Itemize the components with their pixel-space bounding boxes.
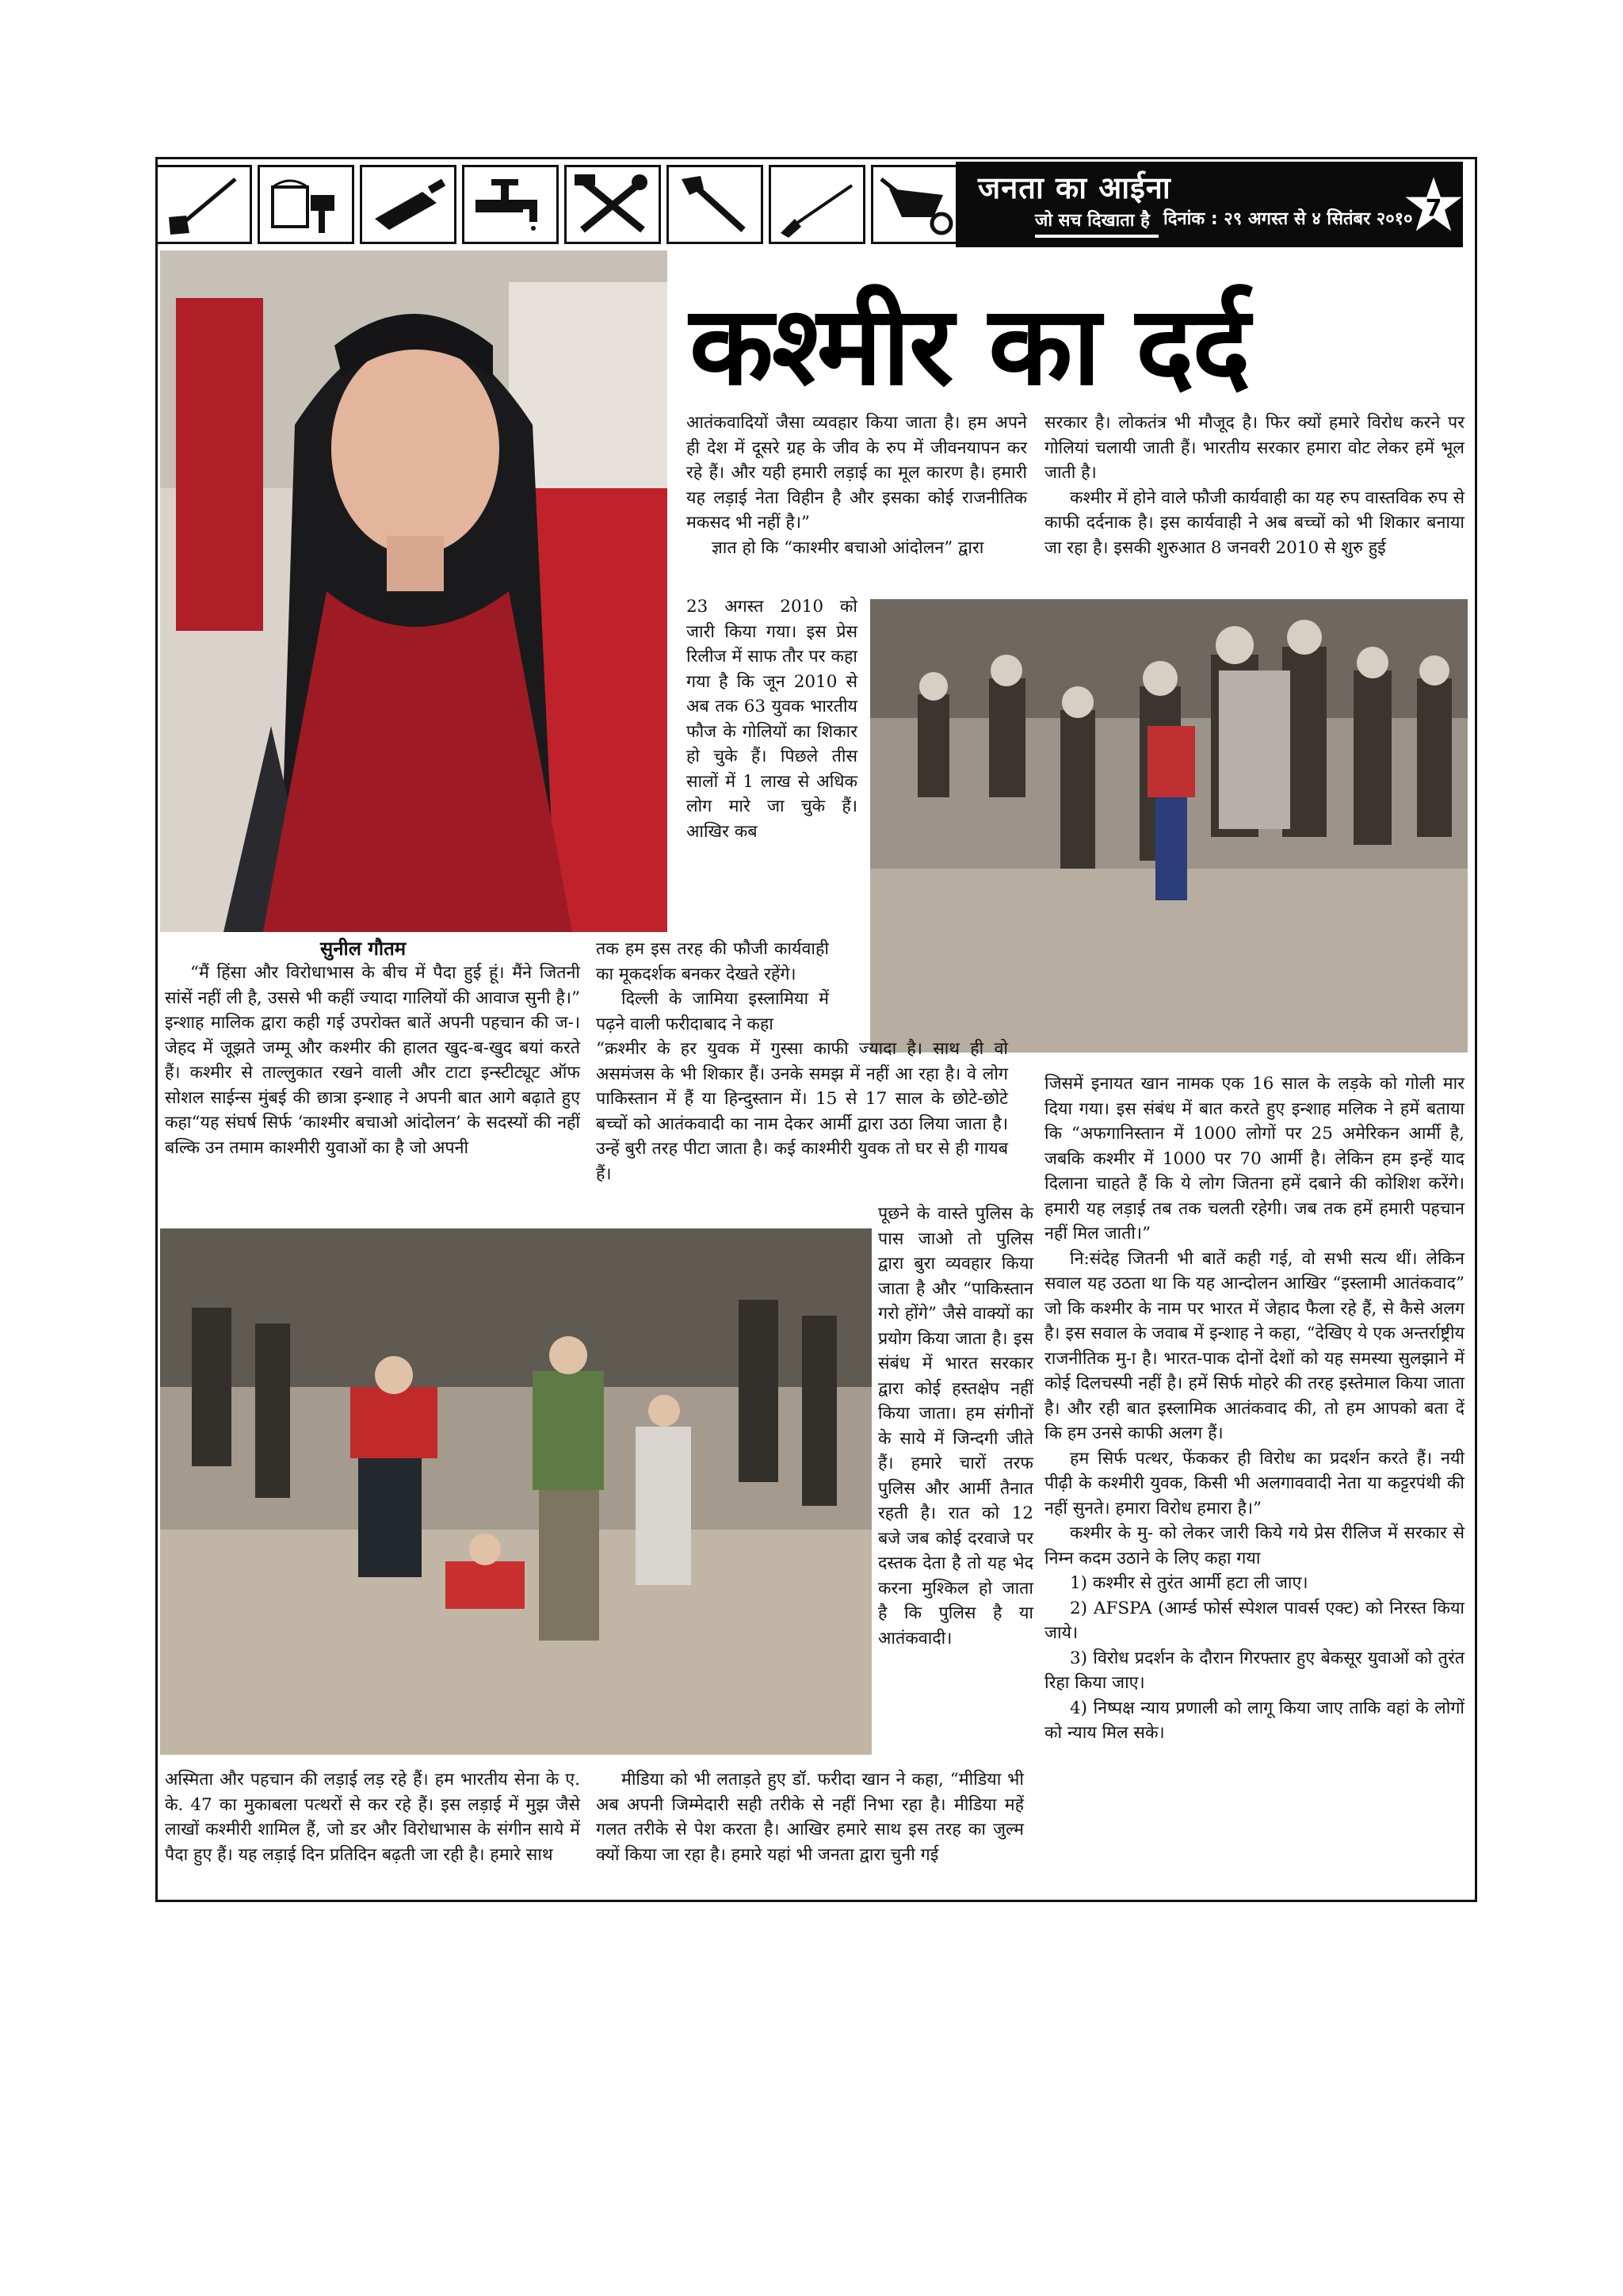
masthead-title: जनता का आईना [978,170,1171,205]
byline: सुनील गौतम [320,937,407,960]
page-number: 7 [1425,194,1442,222]
article-col2-wide [596,1037,1008,1186]
article-col2-bottom [596,1767,1024,1867]
demand-item: 2) AFSPA (आर्म्ड फोर्स स्पेशल पावर्स एक्ट) को निरस्त किया जाये। [1044,1598,1465,1643]
protesters-photo [160,1228,872,1755]
article-col2-wrap [686,594,857,844]
article-col1-bottom [165,1767,580,1867]
headline: कश्मीर का दर्द [689,282,1249,410]
demand-item: 4) निष्पक्ष न्याय प्रणाली को लागू किया जाए ताकि वहां के लोगों को न्याय मिल सके। [1044,1698,1465,1743]
portrait-photo [160,250,667,932]
masthead-tagline: जो सच दिखाता है [1035,211,1150,231]
article-col2-top [686,411,1027,560]
article-col3-top [1044,411,1465,560]
paragraph: “क्रश्मीर के हर युवक में गुस्सा काफी ज्यादा है। साथ ही वो असमंजस के भी शिकार हैं। उनके समझ में नहीं आ रहा है। वे लोग पाकिस्तान में हैं या हिन्दुस्तान में। 15 से 17 साल के छोटे-छोटे बच्चों को आतंकवादी का नाम देकर आर्मी द्वारा उठा लिया जाता है। उन्हें बुरी तरह पीटा जाता है। कई काश्मीरी युवक तो घर से ही गायब हैं। [596,1039,1008,1184]
paragraph: नि:संदेह जितनी भी बातें कही गई, वो सभी सत्य थीं। लेकिन सवाल यह उठता था कि यह आन्दोलन आखिर “इस्लामी आतंकवाद” जो कि कश्मीर के नाम पर भारत में जेहाद फैला रहे हैं, से कैसे अलग है। इस सवाल के जवाब में इन्शाह ने कहा, “देखिए ये एक अन्तर्राष्ट्रीय राजनीतिक मु-ा है। भारत-पाक दोनों देशों को यह समस्या सुलझाने में कोई दिलचस्पी नहीं है। हमें सिर्फ मोहरे की तरह इस्तेमाल किया जाता है। और रही बात इस्लामिक आतंकवाद की, तो हम आपको बता दें कि हम उनसे काफी अलग हैं। [1044,1248,1465,1443]
paragraph: दिल्ली के जामिया इस्लामिया में पढ़ने वाली फरीदाबाद ने कहा [596,989,829,1034]
article-col2-mid [596,937,829,1037]
paragraph: अस्मिता और पहचान की लड़ाई लड़ रहे हैं। हम भारतीय सेना के ए. के. 47 का मुकाबला पत्थरों से कर रहे हैं। इस लड़ाई में मुझ जैसे लाखों कश्मीरी शामिल हैं, जो डर और विरोधाभास के संगीन साये में पैदा हुए हैं। यह लड़ाई दिन प्रतिदिन बढ़ती जा रही है। हमारे साथ [165,1770,580,1865]
paragraph: जिसमें इनायत खान नामक एक 16 साल के लड़के को गोली मार दिया गया। इस संबंध में बात करते हुए इन्शाह मलिक ने हमें बताया कि “अफगानिस्तान में 1000 लोगों पर 25 अमेरिकन आर्मी है, जबकि कश्मीर में 1000 पर 70 आर्मी है। लेकिन हम इन्हें याद दिलाना चाहते हैं कि ये लोग जितना हमें दबाने की कोशिश करेंगे। हमारी यह लड़ाई तब तक चलती रहेगी। जब तक हमें हमारी पहचान नहीं मिल जाती।” [1044,1074,1465,1244]
issue-date: दिनांक : २९ अगस्त से ४ सितंबर २०१० [1163,209,1413,229]
demand-item: 3) विरोध प्रदर्शन के दौरान गिरफ्तार हुए बेकसूर युवाओं को तुरंत रिहा किया जाए। [1044,1648,1465,1693]
paragraph: कश्मीर के मु- को लेकर जारी किये गये प्रेस रीलिज में सरकार से निम्न कदम उठाने के लिए कहा गया [1044,1523,1465,1568]
paragraph: मीडिया को भी लताड़ते हुए डॉ. फरीदा खान ने कहा, “मीडिया भी अब अपनी जिम्मेदारी सही तरीके से नहीं निभा रहा है। मीडिया महें गलत तरीके से पेश करता है। आखिर हमारे साथ इस तरह का जुल्म क्यों किया जा रहा है। हमारे यहां भी जनता द्वारा चुनी गई [596,1770,1024,1865]
paragraph: आतंकवादियों जैसा व्यवहार किया जाता है। हम अपने ही देश में दूसरे ग्रह के जीव के रुप में जीवनयापन कर रहे हैं। और यही हमारी लड़ाई का मूल कारण है। हमारी यह लड़ाई नेता विहीन है और इसका कोई राजनीतिक मकसद भी नहीं है।” [686,413,1027,533]
demand-item: 1) कश्मीर से तुरंत आर्मी हटा ली जाए। [1070,1573,1308,1593]
article-col1-top [165,961,580,1160]
paragraph: हम सिर्फ पत्थर, फेंककर ही विरोध का प्रदर्शन करते हैं। नयी पीढ़ी के कश्मीरी युवक, किसी भी अलगाववादी नेता या कट्टरपंथी की नहीं सुनते। हमारा विरोध हमारा है।” [1044,1448,1465,1519]
paragraph: सरकार है। लोकतंत्र भी मौजूद है। फिर क्यों हमारे विरोध करने पर गोलियां चलायी जाती हैं। भारतीय सरकार हमारा वोट लेकर हमें भूल जाती है। [1044,413,1465,483]
paragraph: “मैं हिंसा और विरोधाभास के बीच में पैदा हुई हूं। मैंने जितनी सांसें नहीं ली है, उससे भी कहीं ज्यादा गालियों की आवाज सुनी है।” इन्शाह मालिक द्वारा कही गई उपरोक्त बातें अपनी पहचान की ज-। जेहद में जूझते जम्मू और कश्मीर की हालत खुद-ब-खुद बयां करते हैं। कश्मीर से ताल्लुकात रखने वाली और टाटा इन्स्टीट्यूट ऑफ सोशल साईन्स मुंबई की छात्रा इन्शाह ने अपनी बात आगे बढ़ाते हुए कहा“यह संघर्ष सिर्फ ‘काश्मीर बचाओ आंदोलन’ के सदस्यों की नहीं बल्कि उन तमाम काश्मीरी युवाओं का है जो अपनी [165,963,580,1158]
article-col2-narrow [878,1201,1033,1651]
paragraph: कश्मीर में होने वाले फौजी कार्यवाही का यह रुप वास्तविक रुप से काफी दर्दनाक है। इस कार्यवाही ने अब बच्चों को भी शिकार बनाया जा रहा है। इसकी शुरुआत 8 जनवरी 2010 से शुरु हुई [1044,487,1465,558]
article-col3-bottom [1044,1072,1465,1746]
paragraph: पूछने के वास्ते पुलिस के पास जाओ तो पुलिस द्वारा बुरा व्यवहार किया जाता है और “पाकिस्तान गरो होंगे” जैसे वाक्यों का प्रयोग किया जाता है। इस संबंध में भारत सरकार द्वारा कोई हस्तक्षेप नहीं किया जाता। हम संगीनों के साये में जिन्दगी जीते हैं। हमारे चारों तरफ पुलिस और आर्मी तैनात रहती है। रात को 12 बजे जब कोई दरवाजे पर दस्तक देता है तो यह भेद करना मुश्किल हो जाता है कि पुलिस है या आतंकवादी। [878,1204,1033,1648]
paragraph: 23 अगस्त 2010 को जारी किया गया। इस प्रेस रिलीज में साफ तौर पर कहा गया है कि जून 2010 से अब तक 63 युवक भारतीय फौज के गोलियों का शिकार हो चुके हैं। पिछले तीस सालों में 1 लाख से अधिक लोग मारे जा चुके हैं। आखिर कब [686,597,857,842]
paragraph: ज्ञात हो कि “काश्मीर बचाओ आंदोलन” द्वारा [712,537,984,558]
paragraph: तक हम इस तरह की फौजी कार्यवाही का मूकदर्शक बनकर देखते रहेंगे। [596,939,829,984]
stone-pelting-photo [870,599,1468,1052]
